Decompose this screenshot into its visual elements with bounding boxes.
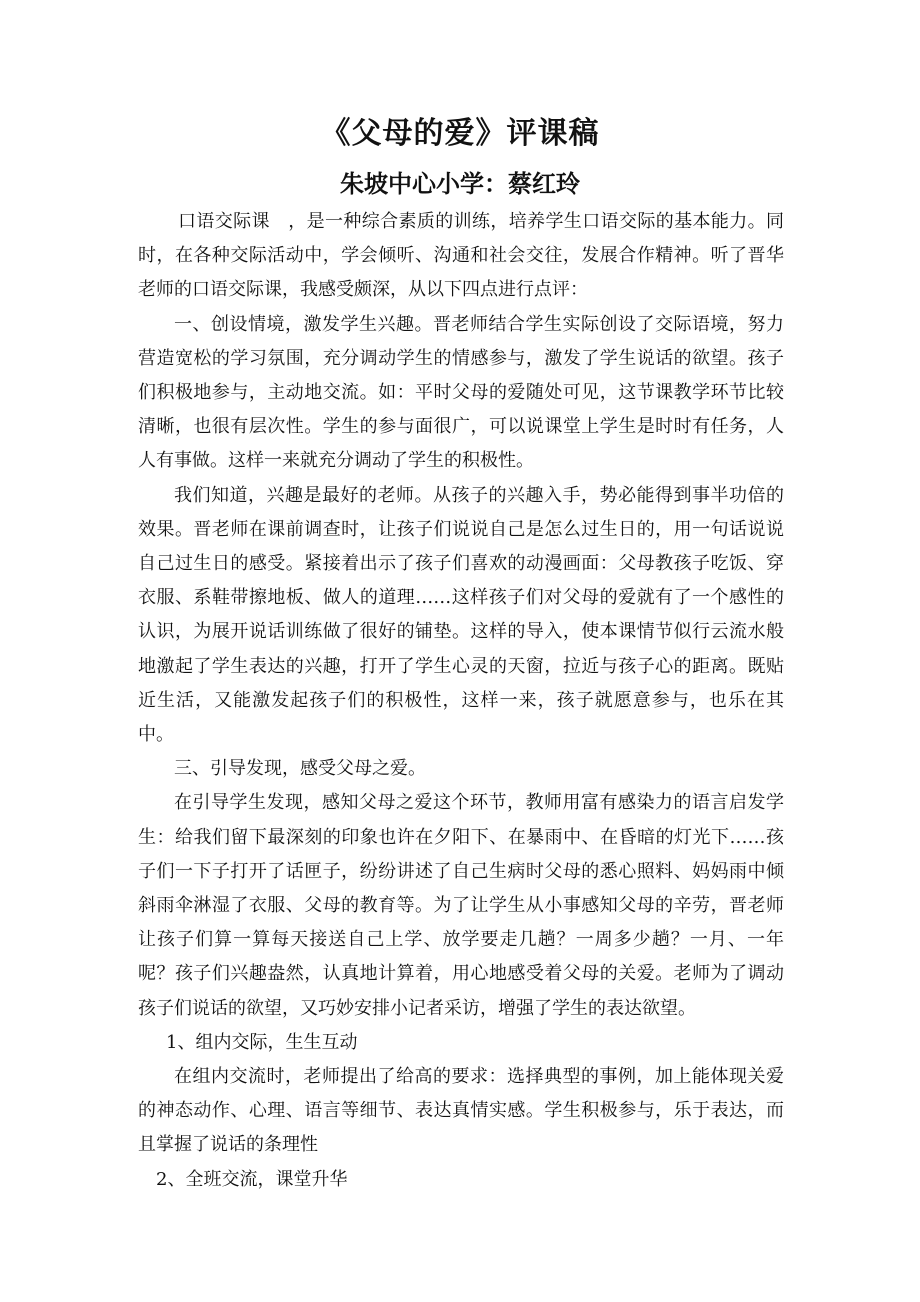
paragraph-subheading-2: 2、全班交流，课堂升华 bbox=[156, 1168, 348, 1190]
document-body bbox=[138, 205, 784, 1197]
paragraph-intro: 口语交际课 ，是一种综合素质的训练，培养学生口语交际的基本能力。同时，在各种交际活动中，学会倾听、沟通和社会交往，发展合作精神。听了晋华老师的口语交际课，我感受颇深，从以下四点进行点评： bbox=[138, 211, 784, 301]
paragraph-discovery: 在引导学生发现，感知父母之爱这个环节，教师用富有感染力的语言启发学生：给我们留下最深刻的印象也许在夕阳下、在暴雨中、在昏暗的灯光下……孩子们一下子打开了话匣子，纷纷讲述了自己生病时父母的悉心照料、妈妈雨中倾斜雨伞淋湿了衣服、父母的教育等。为了让学生从小事感知父母的辛劳，晋老师让孩子们算一算每天接送自己上学、放学要走几趟？一周多少趟？一月、一年呢？孩子们兴趣盎然，认真地计算着，用心地感受着父母的关爱。老师为了调动孩子们说话的欲望，又巧妙安排小记者采访，增强了学生的表达欲望。 bbox=[138, 792, 784, 1019]
paragraph-subheading-1: 1、组内交际，生生互动 bbox=[166, 1031, 358, 1053]
paragraph-section-3-heading: 三、引导发现，感受父母之爱。 bbox=[174, 758, 426, 780]
paragraph-interest: 我们知道，兴趣是最好的老师。从孩子的兴趣入手，势必能得到事半功倍的效果。晋老师在课前调查时，让孩子们说说自己是怎么过生日的，用一句话说说自己过生日的感受。紧接着出示了孩子们喜欢的动漫画面：父母教孩子吃饭、穿衣服、系鞋带擦地板、做人的道理……这样孩子们对父母的爱就有了一个感性的认识，为展开说话训练做了很好的铺垫。这样的导入，使本课情节似行云流水般地激起了学生表达的兴趣，打开了学生心灵的天窗，拉近与孩子心的距离。既贴近生活，又能激发起孩子们的积极性，这样一来，孩子就愿意参与，也乐在其中。 bbox=[138, 484, 784, 746]
document-author: 朱坡中心小学：蔡红玲 bbox=[340, 169, 580, 198]
paragraph-section-1: 一、创设情境，激发学生兴趣。晋老师结合学生实际创设了交际语境，努力营造宽松的学习氛围，充分调动学生的情感参与，激发了学生说话的欲望。孩子们积极地参与，主动地交流。如：平时父母的爱随处可见，这节课教学环节比较清晰，也很有层次性。学生的参与面很广，可以说课堂上学生是时时有任务，人人有事做。这样一来就充分调动了学生的积极性。 bbox=[138, 313, 784, 472]
paragraph-group-exchange: 在组内交流时，老师提出了给高的要求：选择典型的事例，加上能体现关爱的神态动作、心理、语言等细节、表达真情实感。学生积极参与，乐于表达，而且掌握了说话的条理性 bbox=[138, 1066, 784, 1156]
document-title: 《父母的爱》评课稿 bbox=[320, 116, 600, 151]
